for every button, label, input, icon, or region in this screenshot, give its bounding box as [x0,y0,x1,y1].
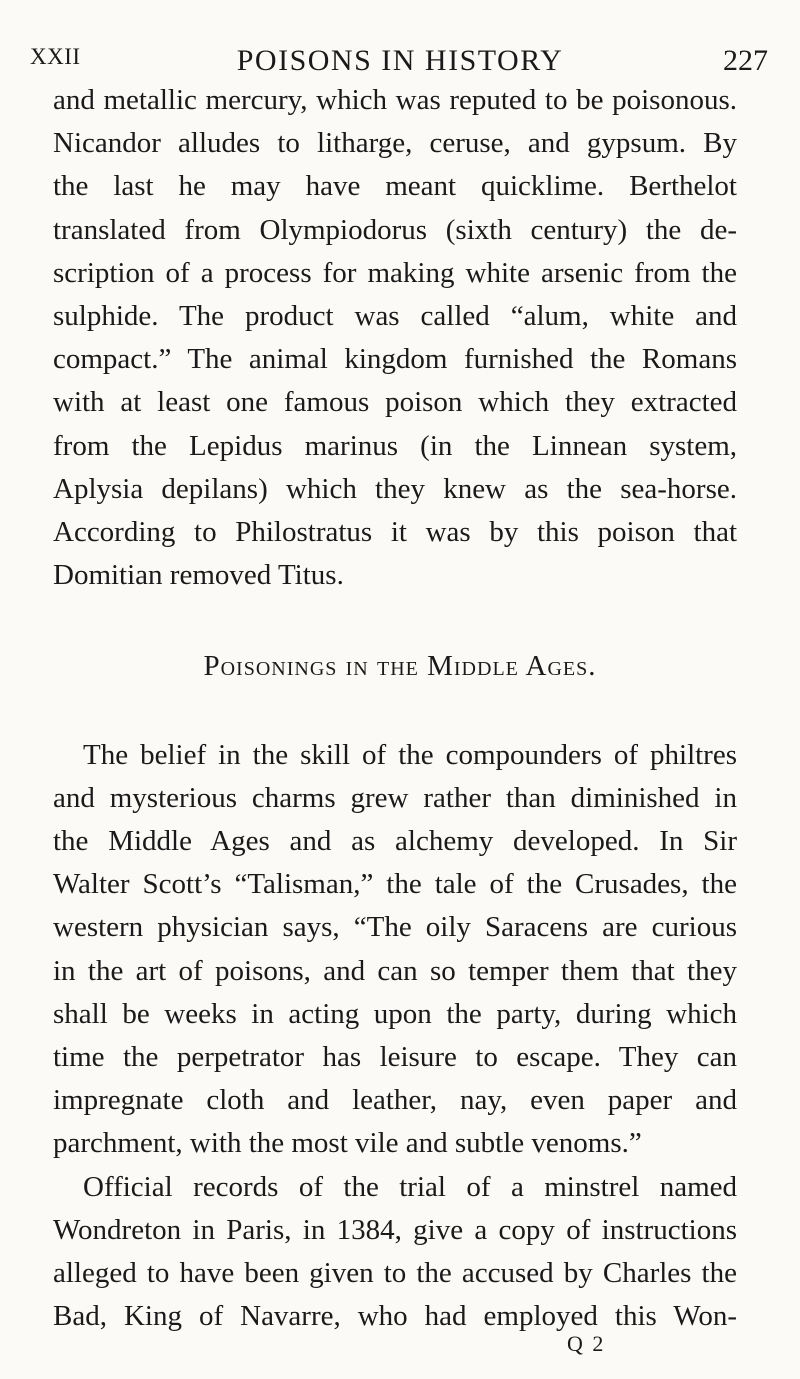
text-line: scription of a process for making white arsenic from the [53,256,737,289]
text-line: Aplysia depilans) which they knew as the sea-horse. [53,472,737,505]
text-line: compact.” The animal kingdom furnished the Romans [53,343,737,376]
text-line: Walter Scott’s “Talisman,” the tale of the Crusades, the [53,868,737,901]
text-line: western physician says, “The oily Saracens are curious [53,911,737,944]
text-line: impregnate cloth and leather, nay, even paper and [53,1084,737,1117]
text-line: Bad, King of Navarre, who had employed this Won- [53,1300,737,1333]
text-line: time the perpetrator has leisure to escape. They can [53,1041,737,1073]
text-line: Wondreton in Paris, in 1384, give a copy of instructions [53,1213,737,1246]
text-line: sulphide. The product was called “alum, white and [53,300,737,332]
text-line: parchment, with the most vile and subtle venoms.” [53,1127,642,1160]
signature-mark: Q 2 [567,1331,606,1356]
text-line: in the art of poisons, and can so temper them that they [53,954,737,987]
text-line: the Middle Ages and as alchemy developed. In Sir [53,825,737,857]
page-number: 227 [723,44,768,77]
text-line: Domitian removed Titus. [53,559,344,592]
text-line: Official records of the trial of a minstrel named [83,1170,737,1203]
text-line: and mysterious charms grew rather than diminished in [53,781,737,814]
running-title: POISONS IN HISTORY [236,44,564,77]
text-line: translated from Olympiodorus (sixth century) the de- [53,213,737,246]
chapter-number: XXII [30,44,81,69]
section-heading: Poisonings in the Middle Ages. [203,650,597,683]
text-line: According to Philostratus it was by this poison that [53,516,737,548]
text-line: Nicandor alludes to litharge, ceruse, and gypsum. By [53,127,737,160]
text-line: alleged to have been given to the accused by Charles the [53,1257,737,1289]
text-line: The belief in the skill of the compounders of philtres [83,738,737,771]
text-line: with at least one famous poison which they extracted [53,386,737,419]
text-line: from the Lepidus marinus (in the Linnean system, [53,429,737,462]
text-line: and metallic mercury, which was reputed to be poisonous. [53,84,737,116]
text-line: shall be weeks in acting upon the party, during which [53,997,737,1030]
text-line: the last he may have meant quicklime. Berthelot [53,170,737,203]
